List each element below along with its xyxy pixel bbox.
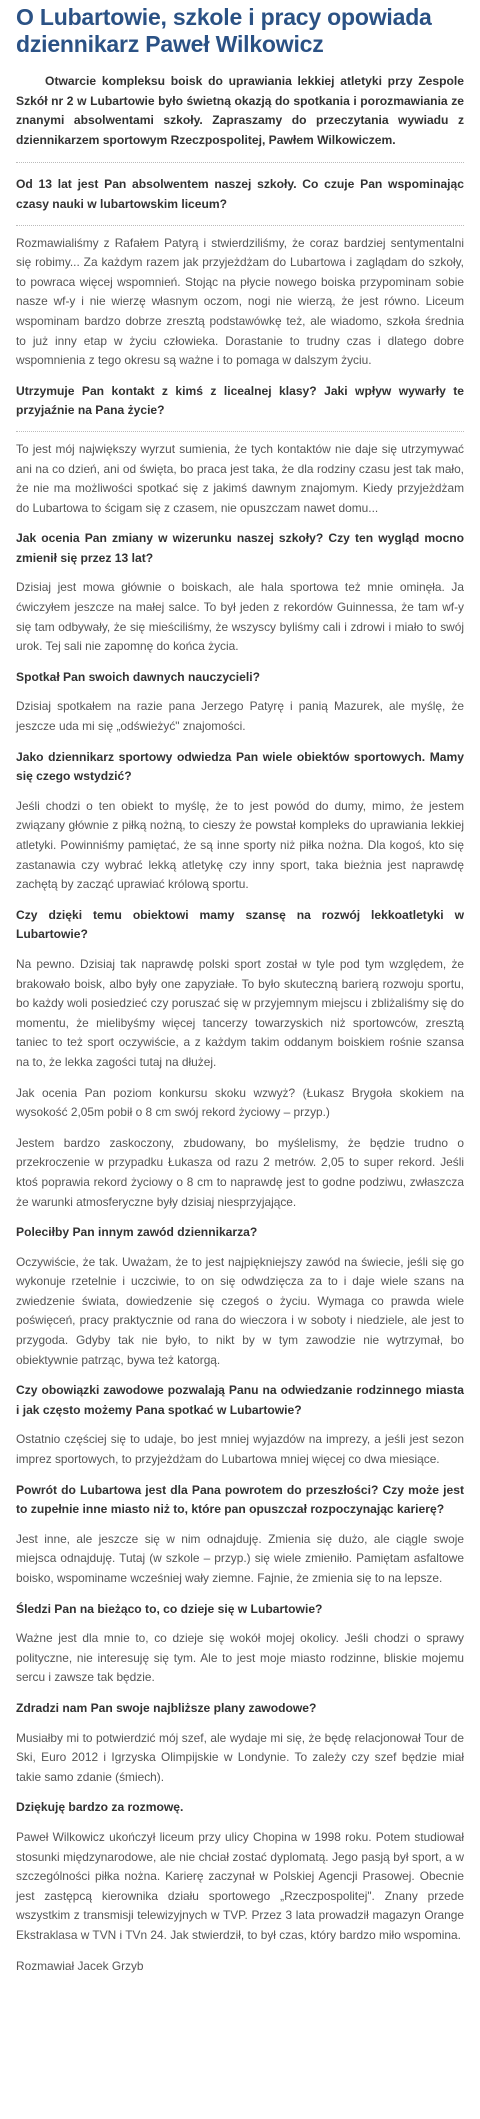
question: Jako dziennikarz sportowy odwiedza Pan wiele obiektów sportowych. Mamy się czego wstydzić? — [16, 749, 464, 784]
answer: Jak ocenia Pan poziom konkursu skoku wzwyż? (Łukasz Brygoła skokiem na wysokość 2,05m pobił o 8 cm swój rekord życiowy – przyp.) — [16, 1085, 464, 1120]
answer: Jestem bardzo zaskoczony, zbudowany, bo myślelismy, że będzie trudno o przekroczenie w przypadku Łukasza od razu 2 metrów. 2,05 to super rekord. Jeśli ktoś poprawia rekord życiowy o 8 cm to naprawdę jest to godne podziwu, zwłaszcza że warunki atmosferyczne były dzisiaj niesprzyjające. — [16, 1135, 464, 1209]
answer: To jest mój największy wyrzut sumienia, że tych kontaktów nie daje się utrzymywać ani na co dzień, ani od święta, bo praca jest taka, że dla rodziny czasu jest tak mało, że nie ma możliwości spotkać się z jakimś dawnym znajomym. Kiedy przyjeżdżam do Lubartowa to ścigam się z czasem, nie opuszczam nawet domu... — [16, 431, 464, 518]
question: Zdradzi nam Pan swoje najbliższe plany zawodowe? — [16, 1700, 317, 1715]
answer: Dzisiaj jest mowa głównie o boiskach, ale hala sportowa też mnie ominęła. Ja ćwiczyłem jeszcze na małej salce. To był jeden z rekordów Guinnessa, że tam wf-y się tam odbywały, że się mieściliśmy, że wszyscy byliśmy cali i zdrowi i miało to swój urok. Tej sali nie zapomnę do końca życia. — [16, 580, 464, 654]
answer: Jest inne, ale jeszcze się w nim odnajduję. Zmienia się dużo, ale ciągle swoje miejsca odnajduję. Tutaj (w szkole – przyp.) się wiele zmieniło. Pamiętam asfaltowe boisko, wspominame wcześniej wały ziemne. Fajnie, że zmienia się to na lepsze. — [16, 1531, 464, 1585]
divider — [16, 162, 464, 163]
article-lead: Otwarcie kompleksu boisk do uprawiania lekkiej atletyki przy Zespole Szkół nr 2 w Lubartowie było świetną okazją do spotkania i porozmawiania ze znanymi absolwentami szkoły. Zapraszamy do przeczytania wywiadu z dziennikarzem sportowym Rzeczpospolitej, Pawłem Wilkowiczem. — [16, 74, 464, 147]
question: Dziękuję bardzo za rozmowę. — [16, 1800, 184, 1815]
answer: Rozmawialiśmy z Rafałem Patyrą i stwierdziliśmy, że coraz bardziej sentymentalni się robimy... Za każdym razem jak przyjeżdżam do Lubartowa i zaglądam do szkoły, to powraca więcej wspomnień. Stojąc na płycie nowego boiska przypominam sobie nasze wf-y i nie wierzę własnym oczom, nogi nie wierzą, że jest równo. Liceum wspominam bardzo dobrze zresztą podstawówkę też, ale wiadomo, szkoła średnia to już inny etap w życiu człowieka. Dorastanie to trudny czas i dlatego dobre wspomnienia z tego okresu są ważne i to pomaga w dalszym życiu. — [16, 225, 464, 371]
answer: Ostatnio częściej się to udaje, bo jest mniej wyjazdów na imprezy, a jeśli jest sezon imprez sportowych, to przyjeżdżam do Lubartowa mniej więcej co dwa miesiące. — [16, 1432, 464, 1467]
answer: Na pewno. Dzisiaj tak naprawdę polski sport został w tyle pod tym względem, że brakowało boisk, albo były one zapyziałe. To było skuteczną barierą rozwoju sportu, bo każdy woli posiedzieć czy poruszać się w przyjemnym miejscu i zbliżaliśmy się do momentu, że mielibyśmy więcej tancerzy towarzyskich niż sportowców, zresztą taniec to też sport oczywiście, a z każdym takim oddanym boiskiem rośnie szansa na to, że lekka zagości tutaj na dłużej. — [16, 956, 464, 1069]
answer: Jeśli chodzi o ten obiekt to myślę, że to jest powód do dumy, mimo, że jestem związany głównie z piłką nożną, to cieszy że powstał kompleks do uprawiania lekkiej atletyki. Powinniśmy pamiętać, że są inne sporty niż piłka nożna. Dla kogoś, kto się zastanawia czy wybrać lekką atletykę czy inny sport, taka bieżnia jest naprawdę zachętą by zacząć uprawiać królową sportu. — [16, 798, 464, 892]
answer: Musiałby mi to potwierdzić mój szef, ale wydaje mi się, że będę relacjonował Tour de Ski, Euro 2012 i Igrzyska Olimpijskie w Londynie. To zależy czy szef będzie miał takie samo zdanie (śmiech). — [16, 1730, 464, 1784]
question: Poleciłby Pan innym zawód dziennikarza? — [16, 1225, 258, 1240]
question: Utrzymuje Pan kontakt z kimś z licealnej klasy? Jaki wpływ wywarły te przyjaźnie na Pana życie? — [16, 383, 464, 418]
answer: Ważne jest dla mnie to, co dzieje się wokół mojej okolicy. Jeśli chodzi o sprawy polityczne, nie interesuję się tym. Ale to jest moje miasto rodzinne, bliskie mojemu sercu i zawsze tak będzie. — [16, 1631, 464, 1685]
article-title: O Lubartowie, szkole i pracy opowiada dziennikarz Paweł Wilkowicz — [16, 4, 432, 57]
question: Czy obowiązki zawodowe pozwalają Panu na odwiedzanie rodzinnego miasta i jak często możemy Pana spotkać w Lubartowie? — [16, 1383, 464, 1417]
question: Od 13 lat jest Pan absolwentem naszej szkoły. Co czuje Pan wspominając czasy nauki w lubartowskim liceum? — [16, 177, 464, 211]
question: Spotkał Pan swoich dawnych nauczycieli? — [16, 669, 260, 684]
question: Jak ocenia Pan zmiany w wizerunku naszej szkoły? Czy ten wygląd mocno zmienił się przez 13 lat? — [16, 531, 464, 565]
article-author: Rozmawiał Jacek Grzyb — [16, 1958, 144, 1973]
answer: Oczywiście, że tak. Uważam, że to jest najpiękniejszy zawód na świecie, jeśli się go wykonuje rzetelnie i uczciwie, to on się odwdzięcza za to i daje wiele szans na zwiedzenie świata, dowiedzenie się czegoś o życiu. Wymaga co prawda wiele poświęceń, pracy praktycznie od rana do wieczora i w soboty i niedziele, ale jest to przygoda. Gdyby tak nie było, to nikt by w tym zawodzie nie wytrzymał, bo obiektywnie patrząc, bywa też katorgą. — [16, 1254, 464, 1367]
answer: Paweł Wilkowicz ukończył liceum przy ulicy Chopina w 1998 roku. Potem studiował stosunki międzynarodowe, ale nie chciał zostać dyplomatą. Jego pasją był sport, a w szczególności piłka nożna. Karierę zaczynał w Polskiej Agencji Prasowej. Obecnie jest zastępcą kierownika działu sportowego „Rzeczpospolitej". Znany przede wszystkim z transmisji telewizyjnych w TVP. Przez 3 lata prowadził magazyn Orange Ekstraklasa w TVN i TVn 24. Jak stwierdził, to był czas, który bardzo miło wspomina. — [16, 1829, 464, 1942]
question: Śledzi Pan na bieżąco to, co dzieje się w Lubartowie? — [16, 1601, 323, 1616]
question: Czy dzięki temu obiektowi mamy szansę na rozwój lekkoatletyki w Lubartowie? — [16, 907, 464, 942]
question: Powrót do Lubartowa jest dla Pana powrotem do przeszłości? Czy może jest to zupełnie inne miasto niż to, które pan opuszczał rozpoczynając karierę? — [16, 1482, 464, 1517]
answer: Dzisiaj spotkałem na razie pana Jerzego Patyrę i panią Mazurek, ale myślę, że jeszcze uda mi się „odświeżyć" znajomości. — [16, 699, 464, 734]
